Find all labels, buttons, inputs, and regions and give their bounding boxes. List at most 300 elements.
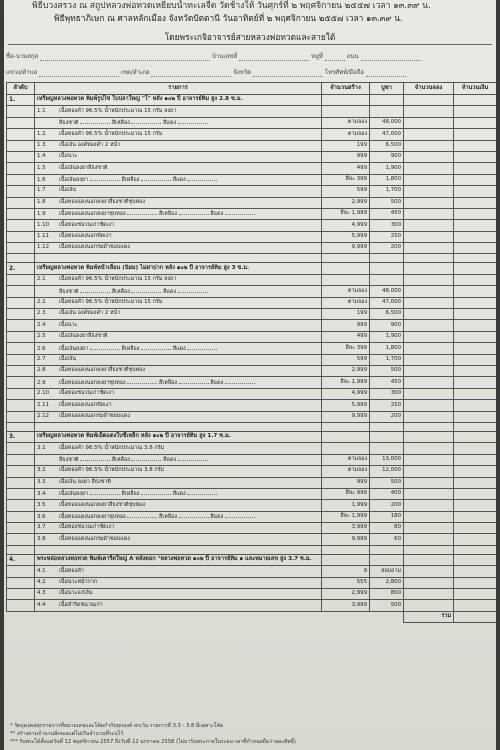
amount-cell[interactable]: [454, 297, 497, 308]
item-quantity: สีละ 399: [322, 174, 370, 185]
empty-cell: [7, 297, 35, 308]
table-row: [7, 220, 497, 231]
order-count-cell[interactable]: [404, 500, 454, 511]
table-row: [7, 354, 497, 365]
empty-cell: [322, 554, 370, 565]
item-price: 47,000: [370, 129, 404, 140]
table-row: [7, 197, 497, 208]
empty-cell: [370, 554, 404, 565]
amount-cell[interactable]: [454, 488, 497, 499]
item-quantity: 199: [322, 140, 370, 151]
empty-cell: [322, 254, 370, 263]
amount-cell[interactable]: [454, 231, 497, 242]
order-form-sheet: [4, 0, 496, 750]
amount-cell[interactable]: [454, 566, 497, 577]
amount-cell[interactable]: [454, 600, 497, 611]
moo-field[interactable]: [325, 54, 345, 61]
amount-cell[interactable]: [454, 186, 497, 197]
order-count-cell[interactable]: [404, 466, 454, 477]
table-row: [7, 163, 497, 174]
order-count-cell[interactable]: [404, 443, 454, 454]
amount-cell[interactable]: [454, 320, 497, 331]
amount-cell[interactable]: [454, 163, 497, 174]
item-code: 3.6: [37, 514, 46, 521]
empty-cell: [7, 231, 35, 242]
empty-cell: [7, 523, 35, 534]
item-cell: [35, 286, 322, 297]
amount-cell[interactable]: [454, 466, 497, 477]
choice-blank[interactable]: [131, 456, 161, 461]
footer-note-2: ** สร้างตามจำนวนสั่งจองแต่ไม่เกินจำนวนที่ระบุไว้: [10, 731, 124, 737]
order-count-cell[interactable]: [404, 208, 454, 219]
choice-blank[interactable]: [178, 119, 208, 124]
item-name: เนื้อนวะ: [59, 153, 78, 160]
amount-cell[interactable]: [454, 454, 497, 465]
item-price: [370, 274, 404, 285]
empty-cell: [35, 254, 322, 263]
order-count-cell[interactable]: [404, 589, 454, 600]
choice-blank[interactable]: [141, 345, 171, 350]
item-quantity: 2,999: [322, 589, 370, 600]
item-cell: [35, 208, 322, 219]
choice-blank[interactable]: [187, 490, 217, 495]
order-count-cell[interactable]: [404, 220, 454, 231]
item-quantity: สีละ 399: [322, 343, 370, 354]
item-quantity: 5,999: [322, 400, 370, 411]
item-price: 200: [370, 500, 404, 511]
order-count-cell[interactable]: [404, 174, 454, 185]
order-count-cell[interactable]: [404, 129, 454, 140]
item-name: เนื้อทองแดงนอกลงยาชุบทอง: [59, 379, 126, 386]
empty-cell: [7, 163, 35, 174]
item-option-yellow: สีเหลือง: [159, 514, 177, 521]
table-row: [7, 377, 497, 388]
item-cell: [35, 511, 322, 522]
item-code: 1.11: [37, 233, 50, 240]
choice-blank[interactable]: [127, 210, 157, 215]
header-line-3: โดยพระเกจิอาจารย์สายหลวงพ่อทวดและสายใต้: [164, 32, 336, 42]
province-field[interactable]: [253, 70, 323, 77]
item-code: 1.12: [37, 244, 50, 251]
amount-cell[interactable]: [454, 106, 497, 117]
item-option-red: สีแดง: [210, 379, 224, 386]
table-row: [7, 534, 497, 545]
item-code: 3.8: [37, 535, 46, 542]
order-count-cell[interactable]: [404, 331, 454, 342]
amount-cell[interactable]: [454, 354, 497, 365]
order-count-cell[interactable]: [404, 511, 454, 522]
item-option-red: สีแดง: [210, 514, 224, 521]
item-code: 2.3: [37, 310, 46, 317]
footer-note-3: *** รับพระได้ตั้งแต่วันที่ 12 พฤศจิกายน 2557 ถึงวันที่ 12 มกราคม 2558 (ไม่มารับพระภายในระยะเวลาที่กำหนดถือว่าสละสิทธิ์): [10, 739, 296, 745]
choice-blank[interactable]: [179, 513, 209, 518]
empty-cell: [454, 95, 497, 106]
item-quantity: 599: [322, 186, 370, 197]
choice-blank[interactable]: [178, 288, 208, 293]
order-count-cell[interactable]: [404, 365, 454, 376]
province-label: จังหวัด: [233, 69, 252, 76]
item-quantity: ตามจอง: [322, 454, 370, 465]
table-row: [7, 243, 497, 254]
empty-cell: [370, 545, 404, 554]
empty-cell: [7, 197, 35, 208]
choice-blank[interactable]: [141, 490, 171, 495]
item-cell: [35, 534, 322, 545]
empty-cell: [404, 545, 454, 554]
order-count-cell[interactable]: [404, 577, 454, 588]
order-count-cell[interactable]: [404, 488, 454, 499]
item-price: 500: [370, 197, 404, 208]
item-quantity: ตามจอง: [322, 117, 370, 128]
item-name: สีธงชาติ: [59, 120, 79, 127]
order-count-cell[interactable]: [404, 197, 454, 208]
item-option-yellow: สีเหลือง: [121, 491, 140, 498]
item-quantity: 9: [322, 566, 370, 577]
table-row: [7, 566, 497, 577]
item-quantity: [322, 443, 370, 454]
choice-blank[interactable]: [187, 345, 217, 350]
amount-cell[interactable]: [454, 523, 497, 534]
item-price: 1,900: [370, 163, 404, 174]
item-name: เนื้อทองแดงนอกลงยาชุบทอง: [59, 514, 126, 521]
item-quantity: 1,999: [322, 500, 370, 511]
empty-cell: [7, 577, 35, 588]
choice-blank[interactable]: [187, 176, 217, 181]
item-quantity: 3,999: [322, 600, 370, 611]
table-row: [7, 577, 497, 588]
order-count-cell[interactable]: [404, 400, 454, 411]
amount-cell[interactable]: [454, 500, 497, 511]
phone-label: โทรศัพท์/มือถือ: [324, 69, 364, 76]
table-row: [7, 174, 497, 185]
amount-cell[interactable]: [454, 343, 497, 354]
item-quantity: 4,999: [322, 220, 370, 231]
item-quantity: ตามจอง: [322, 466, 370, 477]
choice-blank[interactable]: [80, 456, 110, 461]
item-name: เนื้อทองชนวนเก่าชัดเงา: [59, 524, 115, 531]
empty-cell: [7, 208, 35, 219]
item-cell: [35, 454, 322, 465]
item-cell: [35, 151, 322, 162]
form-row-1: [6, 51, 421, 61]
amount-cell[interactable]: [454, 400, 497, 411]
item-price: 300: [370, 388, 404, 399]
item-code: 2.10: [37, 390, 50, 397]
amount-cell[interactable]: [454, 140, 497, 151]
choice-blank[interactable]: [80, 119, 110, 124]
item-option-red: สีแดง: [163, 288, 177, 295]
item-price: 60: [370, 534, 404, 545]
order-count-cell[interactable]: [404, 377, 454, 388]
amount-cell[interactable]: [454, 511, 497, 522]
section-title: เหรียญหลวงพ่อทวด พิมพ์เม็ดแตงใบขี้เหล็ก หลัง ๑๐๒ ปี อาจารย์ทิม สูง 1.7 ซ.ม.: [35, 431, 322, 442]
amount-cell[interactable]: [454, 477, 497, 488]
item-name: เนื้อนวะแก่เงิน: [59, 590, 93, 597]
empty-cell: [454, 554, 497, 565]
item-price: 250: [370, 400, 404, 411]
amount-cell[interactable]: [454, 220, 497, 231]
col-header-no: ลำดับ: [7, 83, 35, 95]
item-code: 2.6: [37, 345, 46, 352]
choice-blank[interactable]: [225, 513, 255, 518]
choice-blank[interactable]: [179, 210, 209, 215]
section-number: 3.: [7, 431, 35, 442]
empty-cell: [404, 554, 454, 565]
item-cell: [35, 274, 322, 285]
order-count-cell[interactable]: [404, 231, 454, 242]
amount-cell[interactable]: [454, 577, 497, 588]
item-code: 1.1: [37, 107, 46, 114]
order-count-cell[interactable]: [404, 309, 454, 320]
item-option-yellow: สีเหลือง: [111, 120, 130, 127]
choice-blank[interactable]: [90, 176, 120, 181]
table-row: [7, 400, 497, 411]
order-count-cell[interactable]: [404, 151, 454, 162]
order-count-cell[interactable]: [404, 354, 454, 365]
choice-blank[interactable]: [90, 490, 120, 495]
empty-cell: [454, 254, 497, 263]
amount-cell[interactable]: [454, 274, 497, 285]
item-code: 3.1: [37, 444, 46, 451]
item-price: 450: [370, 208, 404, 219]
item-name: เนื้อทองแดงนอกขัดเงา: [59, 401, 112, 408]
amount-cell[interactable]: [454, 208, 497, 219]
amount-cell[interactable]: [454, 117, 497, 128]
amount-cell[interactable]: [454, 129, 497, 140]
empty-cell: [7, 331, 35, 342]
choice-blank[interactable]: [179, 379, 209, 384]
empty-cell: [7, 243, 35, 254]
choice-blank[interactable]: [127, 513, 157, 518]
item-cell: [35, 309, 322, 320]
empty-cell: [7, 377, 35, 388]
item-option-red: สีแดง: [163, 120, 177, 127]
order-count-cell[interactable]: [404, 566, 454, 577]
item-cell: [35, 243, 322, 254]
section-header-row: [7, 263, 497, 274]
order-count-cell[interactable]: [404, 117, 454, 128]
order-count-cell[interactable]: [404, 320, 454, 331]
amount-cell[interactable]: [454, 377, 497, 388]
empty-cell: [7, 254, 35, 263]
item-cell: [35, 140, 322, 151]
road-field[interactable]: [361, 54, 421, 61]
table-row: [7, 129, 497, 140]
amount-cell[interactable]: [454, 151, 497, 162]
choice-blank[interactable]: [127, 379, 157, 384]
item-quantity: 9,999: [322, 534, 370, 545]
item-quantity: ตามจอง: [322, 297, 370, 308]
col-header-amount: จำนวนเงิน: [454, 83, 497, 95]
item-option-red: สีแดง: [163, 457, 177, 464]
item-option-red: สีแดง: [172, 491, 186, 498]
district-field[interactable]: [151, 70, 231, 77]
table-row: [7, 523, 497, 534]
amount-cell[interactable]: [454, 331, 497, 342]
table-row: [7, 140, 497, 151]
item-cell: [35, 377, 322, 388]
amount-cell[interactable]: [454, 388, 497, 399]
empty-cell: [7, 140, 35, 151]
item-option-red: สีแดง: [172, 177, 186, 184]
choice-blank[interactable]: [225, 379, 255, 384]
order-count-cell[interactable]: [404, 163, 454, 174]
amount-cell[interactable]: [454, 286, 497, 297]
item-name: เนื้อทองคำ: [59, 567, 84, 574]
phone-field[interactable]: [366, 70, 406, 77]
empty-cell: [370, 263, 404, 274]
item-code: 1.9: [37, 211, 46, 218]
amount-cell[interactable]: [454, 443, 497, 454]
amount-cell[interactable]: [454, 197, 497, 208]
order-count-cell[interactable]: [404, 411, 454, 422]
item-price: 80: [370, 523, 404, 534]
item-price: 48,000: [370, 286, 404, 297]
item-code: 2.7: [37, 355, 46, 362]
item-price: 200: [370, 411, 404, 422]
choice-blank[interactable]: [131, 119, 161, 124]
order-count-cell[interactable]: [404, 286, 454, 297]
order-count-cell[interactable]: [404, 343, 454, 354]
order-count-cell[interactable]: [404, 477, 454, 488]
choice-blank[interactable]: [90, 345, 120, 350]
order-count-cell[interactable]: [404, 186, 454, 197]
amount-cell[interactable]: [454, 589, 497, 600]
section-number: 4.: [7, 554, 35, 565]
total-spacer: [7, 611, 404, 622]
item-cell: [35, 400, 322, 411]
item-code: 1.6: [37, 177, 46, 184]
item-quantity: 999: [322, 320, 370, 331]
item-price: 6,500: [370, 140, 404, 151]
moo-label: หมู่ที่: [311, 53, 323, 60]
empty-cell: [454, 545, 497, 554]
amount-cell[interactable]: [454, 243, 497, 254]
amount-cell[interactable]: [454, 534, 497, 545]
item-name: เนื้อเงินลงยาสีธงชาติ: [59, 164, 108, 171]
item-cell: [35, 589, 322, 600]
item-name: เนื้อทองคำ 96.5% น้ำหนักประมาณ 15 กรัม: [59, 130, 163, 137]
empty-cell: [7, 600, 35, 611]
item-cell: [35, 500, 322, 511]
empty-cell: [454, 431, 497, 442]
item-name: เนื้อทองแดงนอกรมดำซอบแดง: [59, 244, 130, 251]
footer-note-1: * วัตถุมงคลทุกรายการที่หมายเลขและโค้ดกำกับทุกองค์ ยกเว้น รายการที่ 3.3 - 3.8 มีเฉพาะโค้ด: [10, 723, 224, 729]
empty-cell: [7, 488, 35, 499]
item-price: 1,800: [370, 174, 404, 185]
order-count-cell[interactable]: [404, 140, 454, 151]
choice-blank[interactable]: [141, 176, 171, 181]
table-row: [7, 343, 497, 354]
total-amount-cell[interactable]: [454, 611, 497, 622]
item-name: เนื้อทองคำ 96.5% น้ำหนักประมาณ 15 กรัม ลงยา: [59, 276, 177, 283]
empty-cell: [7, 500, 35, 511]
item-code: 3.2: [37, 467, 46, 474]
item-name: เนื้อทองแดงนอกลงยาสีธงชาติชุบทอง: [59, 198, 146, 205]
item-name: เนื้อทองคำ 96.5% น้ำหนักประมาณ 3.8 กรัม: [59, 444, 165, 451]
table-row: [7, 286, 497, 297]
item-name: เนื้อนวะหน้ากาก: [59, 578, 98, 585]
empty-cell: [7, 320, 35, 331]
choice-blank[interactable]: [131, 288, 161, 293]
amount-cell[interactable]: [454, 411, 497, 422]
order-count-cell[interactable]: [404, 534, 454, 545]
empty-cell: [404, 254, 454, 263]
empty-cell: [7, 589, 35, 600]
item-name: เนื้อเงิน ลงยา สีธงชาติ: [59, 478, 111, 485]
empty-cell: [322, 431, 370, 442]
form-row-2: [6, 67, 406, 77]
item-option-yellow: สีเหลือง: [121, 345, 140, 352]
subdistrict-label: แขวง/ตำบล: [6, 69, 38, 76]
item-code: 4.3: [37, 590, 46, 597]
empty-cell: [7, 186, 35, 197]
item-name: เนื้อทองคำ 96.5% น้ำหนักประมาณ 15 กรัม ลงยา: [59, 107, 177, 114]
order-count-cell[interactable]: [404, 523, 454, 534]
empty-cell: [404, 95, 454, 106]
order-count-cell[interactable]: [404, 274, 454, 285]
order-count-cell[interactable]: [404, 243, 454, 254]
item-cell: [35, 197, 322, 208]
order-count-cell[interactable]: [404, 297, 454, 308]
item-quantity: 999: [322, 151, 370, 162]
item-price: 47,000: [370, 297, 404, 308]
name-field[interactable]: [40, 54, 210, 61]
empty-cell: [35, 422, 322, 431]
order-count-cell[interactable]: [404, 600, 454, 611]
item-quantity: สีละ 999: [322, 488, 370, 499]
order-count-cell[interactable]: [404, 106, 454, 117]
house-no-field[interactable]: [239, 54, 309, 61]
order-count-cell[interactable]: [404, 454, 454, 465]
item-name: เนื้อทองแดงนอกรมดำซอบแดง: [59, 412, 130, 419]
item-code: 2.5: [37, 333, 46, 340]
item-code: 2.11: [37, 401, 50, 408]
col-header-price: บูชา: [370, 83, 404, 95]
amount-cell[interactable]: [454, 174, 497, 185]
order-count-cell[interactable]: [404, 388, 454, 399]
item-cell: [35, 320, 322, 331]
item-option-red: สีแดง: [210, 211, 224, 218]
choice-blank[interactable]: [225, 210, 255, 215]
item-cell: [35, 566, 322, 577]
amount-cell[interactable]: [454, 365, 497, 376]
district-label: เขต/อำเภอ: [120, 69, 150, 76]
subdistrict-field[interactable]: [39, 70, 119, 77]
item-name: เนื้อเงิน องค์ทองคำ 2 หน้า: [59, 141, 121, 148]
item-name: สีธงชาติ: [59, 288, 79, 295]
choice-blank[interactable]: [178, 456, 208, 461]
empty-cell: [404, 422, 454, 431]
empty-cell: [35, 545, 322, 554]
table-row: [7, 511, 497, 522]
item-name: เนื้อทองแดงนอกลงยาสีธงชาติชุบทอง: [59, 501, 146, 508]
item-code: 1.10: [37, 221, 50, 228]
table-row: [7, 388, 497, 399]
item-code: 2.9: [37, 379, 46, 386]
item-quantity: 9,999: [322, 411, 370, 422]
choice-blank[interactable]: [80, 288, 110, 293]
item-cell: [35, 365, 322, 376]
empty-cell: [7, 411, 35, 422]
empty-cell: [7, 511, 35, 522]
order-table: [6, 82, 496, 623]
table-row: [7, 500, 497, 511]
amount-cell[interactable]: [454, 309, 497, 320]
item-code: 1.3: [37, 141, 46, 148]
item-cell: [35, 600, 322, 611]
empty-cell: [404, 263, 454, 274]
